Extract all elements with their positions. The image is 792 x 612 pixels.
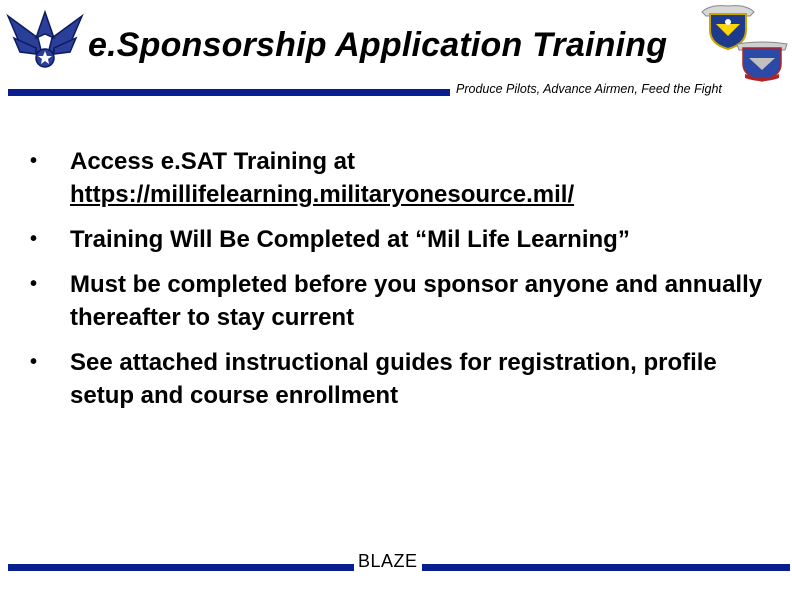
tagline: Produce Pilots, Advance Airmen, Feed the Fight [456, 82, 722, 96]
wing-seal-icon [735, 40, 789, 82]
bullet-item-access [30, 145, 780, 211]
bullet-marker: • [30, 150, 38, 172]
footer-label: BLAZE [354, 549, 422, 574]
bullet-marker: • [30, 273, 38, 295]
air-force-logo-icon [6, 8, 84, 72]
bullet-text: See attached instructional guides for registration, profile setup and course enrollment [70, 349, 717, 409]
bullet-text: Must be completed before you sponsor anyone and annually thereafter to stay current [70, 271, 763, 331]
bullet-text: Access e.SAT Training at [70, 148, 355, 175]
slide-title: e.Sponsorship Application Training [88, 26, 668, 64]
bullet-item-mil-life-learning [30, 223, 780, 256]
bullet-item-annual-requirement [30, 268, 780, 334]
bullet-text: Training Will Be Completed at “Mil Life Learning” [70, 226, 630, 253]
bullet-list [30, 145, 780, 424]
bullet-marker: • [30, 351, 38, 373]
bullet-marker: • [30, 228, 38, 250]
training-link[interactable]: https://millifelearning.militaryonesource.mil/ [70, 181, 575, 208]
header-rule [8, 89, 450, 96]
bullet-item-guides [30, 346, 780, 412]
